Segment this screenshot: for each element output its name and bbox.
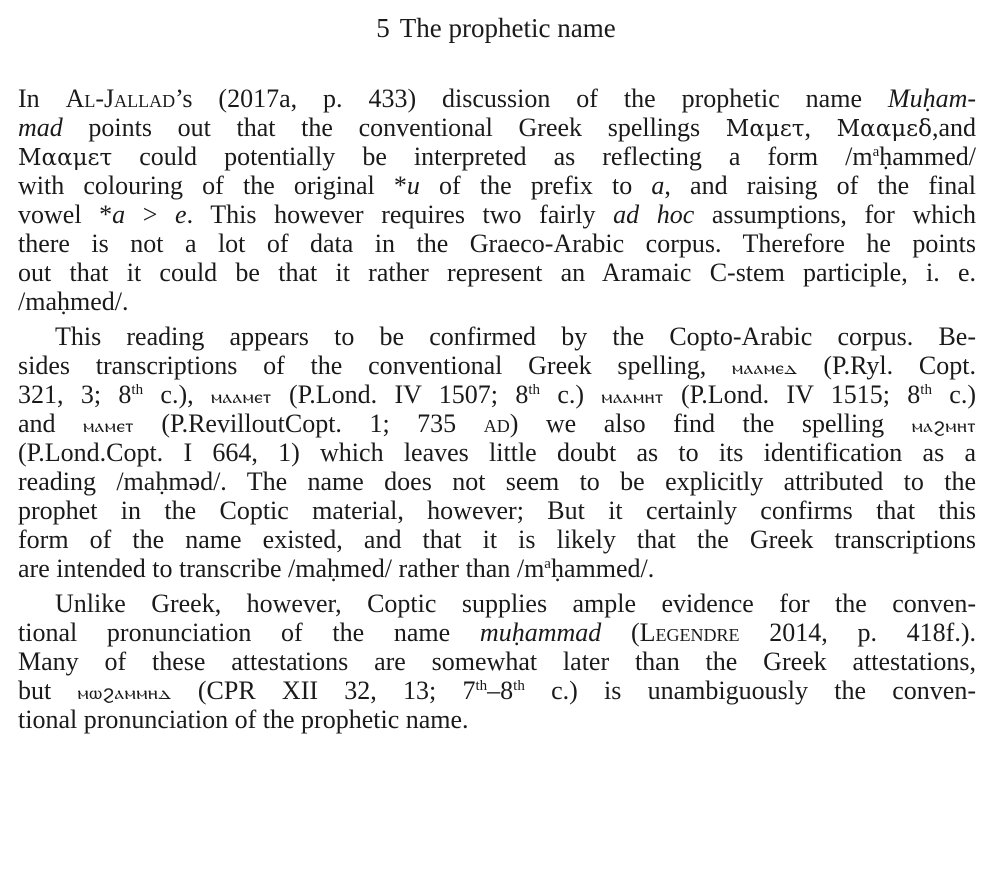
text-line: are intended to transcribe /maḥmed/ rather than $/m^aḥammed/$. bbox=[18, 554, 655, 583]
section-number: 5 bbox=[376, 13, 390, 43]
greek-word: Μαμετ bbox=[725, 116, 805, 142]
text-line: but ⲙⲱϩⲁⲙⲙⲏⲇ (CPR XII 32, 13; 7th–8th c.) is unambiguously the conven- bbox=[18, 676, 976, 705]
coptic-word: ⲙⲁⲁⲙⲏⲧ bbox=[601, 386, 664, 408]
coptic-word: ⲙⲁⲙⲉⲧ bbox=[83, 415, 134, 437]
text-line: out that it could be that it rather represent an Aramaic C-stem participle, i. e. bbox=[18, 258, 976, 287]
text-line: reading /maḥməd/. The name does not seem to be explicitly attributed to the bbox=[18, 467, 976, 496]
text-line: tional pronunciation of the name muḥammad (Legendre 2014, p. 418f.). bbox=[18, 618, 976, 647]
text-line: and ⲙⲁⲙⲉⲧ (P.RevilloutCopt. 1; 735 ad) we also find the spelling ⲙⲁϩⲙⲏⲧ bbox=[18, 409, 976, 438]
text-line: form of the name existed, and that it is likely that the Greek transcriptions bbox=[18, 525, 976, 554]
coptic-word: ⲙⲱϩⲁⲙⲙⲏⲇ bbox=[77, 682, 172, 704]
paragraph-3 bbox=[18, 589, 976, 734]
text-line: there is not a lot of data in the Graeco-Arabic corpus. Therefore he points bbox=[18, 229, 976, 258]
paragraph-2 bbox=[18, 322, 976, 583]
text-line: prophet in the Coptic material, however; But it certainly confirms that this bbox=[18, 496, 976, 525]
text-line: with colouring of the original *u of the prefix to a, and raising of the final bbox=[18, 171, 976, 200]
text-line: Μααμετ could potentially be interpreted as reflecting a form $/m^aḥammed/$ bbox=[18, 142, 976, 171]
greek-word: Μααμετ bbox=[18, 145, 113, 171]
author-citation: Al-Jallad bbox=[65, 84, 176, 113]
body-text bbox=[18, 84, 976, 734]
greek-word: Μααμεδ bbox=[836, 116, 932, 142]
author-citation: Legendre bbox=[639, 618, 740, 647]
text-line: This reading appears to be confirmed by the Copto-Arabic corpus. Be- bbox=[55, 322, 976, 351]
text-line: In Al-Jallad’s (2017a, p. 433) discussion of the prophetic name Muḥam- bbox=[18, 84, 976, 113]
coptic-word: ⲙⲁⲁⲙⲉⲇ bbox=[732, 357, 798, 379]
section-heading bbox=[0, 10, 992, 46]
text-line: 321, 3; 8th c.), ⲙⲁⲁⲙⲉⲧ (P.Lond. IV 1507; 8th c.) ⲙⲁⲁⲙⲏⲧ (P.Lond. IV 1515; 8th c.) bbox=[18, 380, 976, 409]
text-line: vowel *a > e. This however requires two fairly ad hoc assumptions, for which bbox=[18, 200, 976, 229]
text-line: Many of these attestations are somewhat later than the Greek attestations, bbox=[18, 647, 976, 676]
paragraph-1 bbox=[18, 84, 976, 316]
coptic-word: ⲙⲁϩⲙⲏⲧ bbox=[911, 415, 976, 437]
text-line: /maḥmed/. bbox=[18, 287, 129, 316]
text-line: (P.Lond.Copt. I 664, 1) which leaves little doubt as to its identification as a bbox=[18, 438, 976, 467]
text-line: tional pronunciation of the prophetic name. bbox=[18, 705, 469, 734]
text-line: sides transcriptions of the conventional Greek spelling, ⲙⲁⲁⲙⲉⲇ (P.Ryl. Copt. bbox=[18, 351, 976, 380]
text-line: Unlike Greek, however, Coptic supplies ample evidence for the conven- bbox=[55, 589, 976, 618]
text-line: mad points out that the conventional Greek spellings Μαμετ, Μααμεδ,and bbox=[18, 113, 976, 142]
section-title: The prophetic name bbox=[399, 13, 616, 43]
coptic-word: ⲙⲁⲁⲙⲉⲧ bbox=[210, 386, 272, 408]
